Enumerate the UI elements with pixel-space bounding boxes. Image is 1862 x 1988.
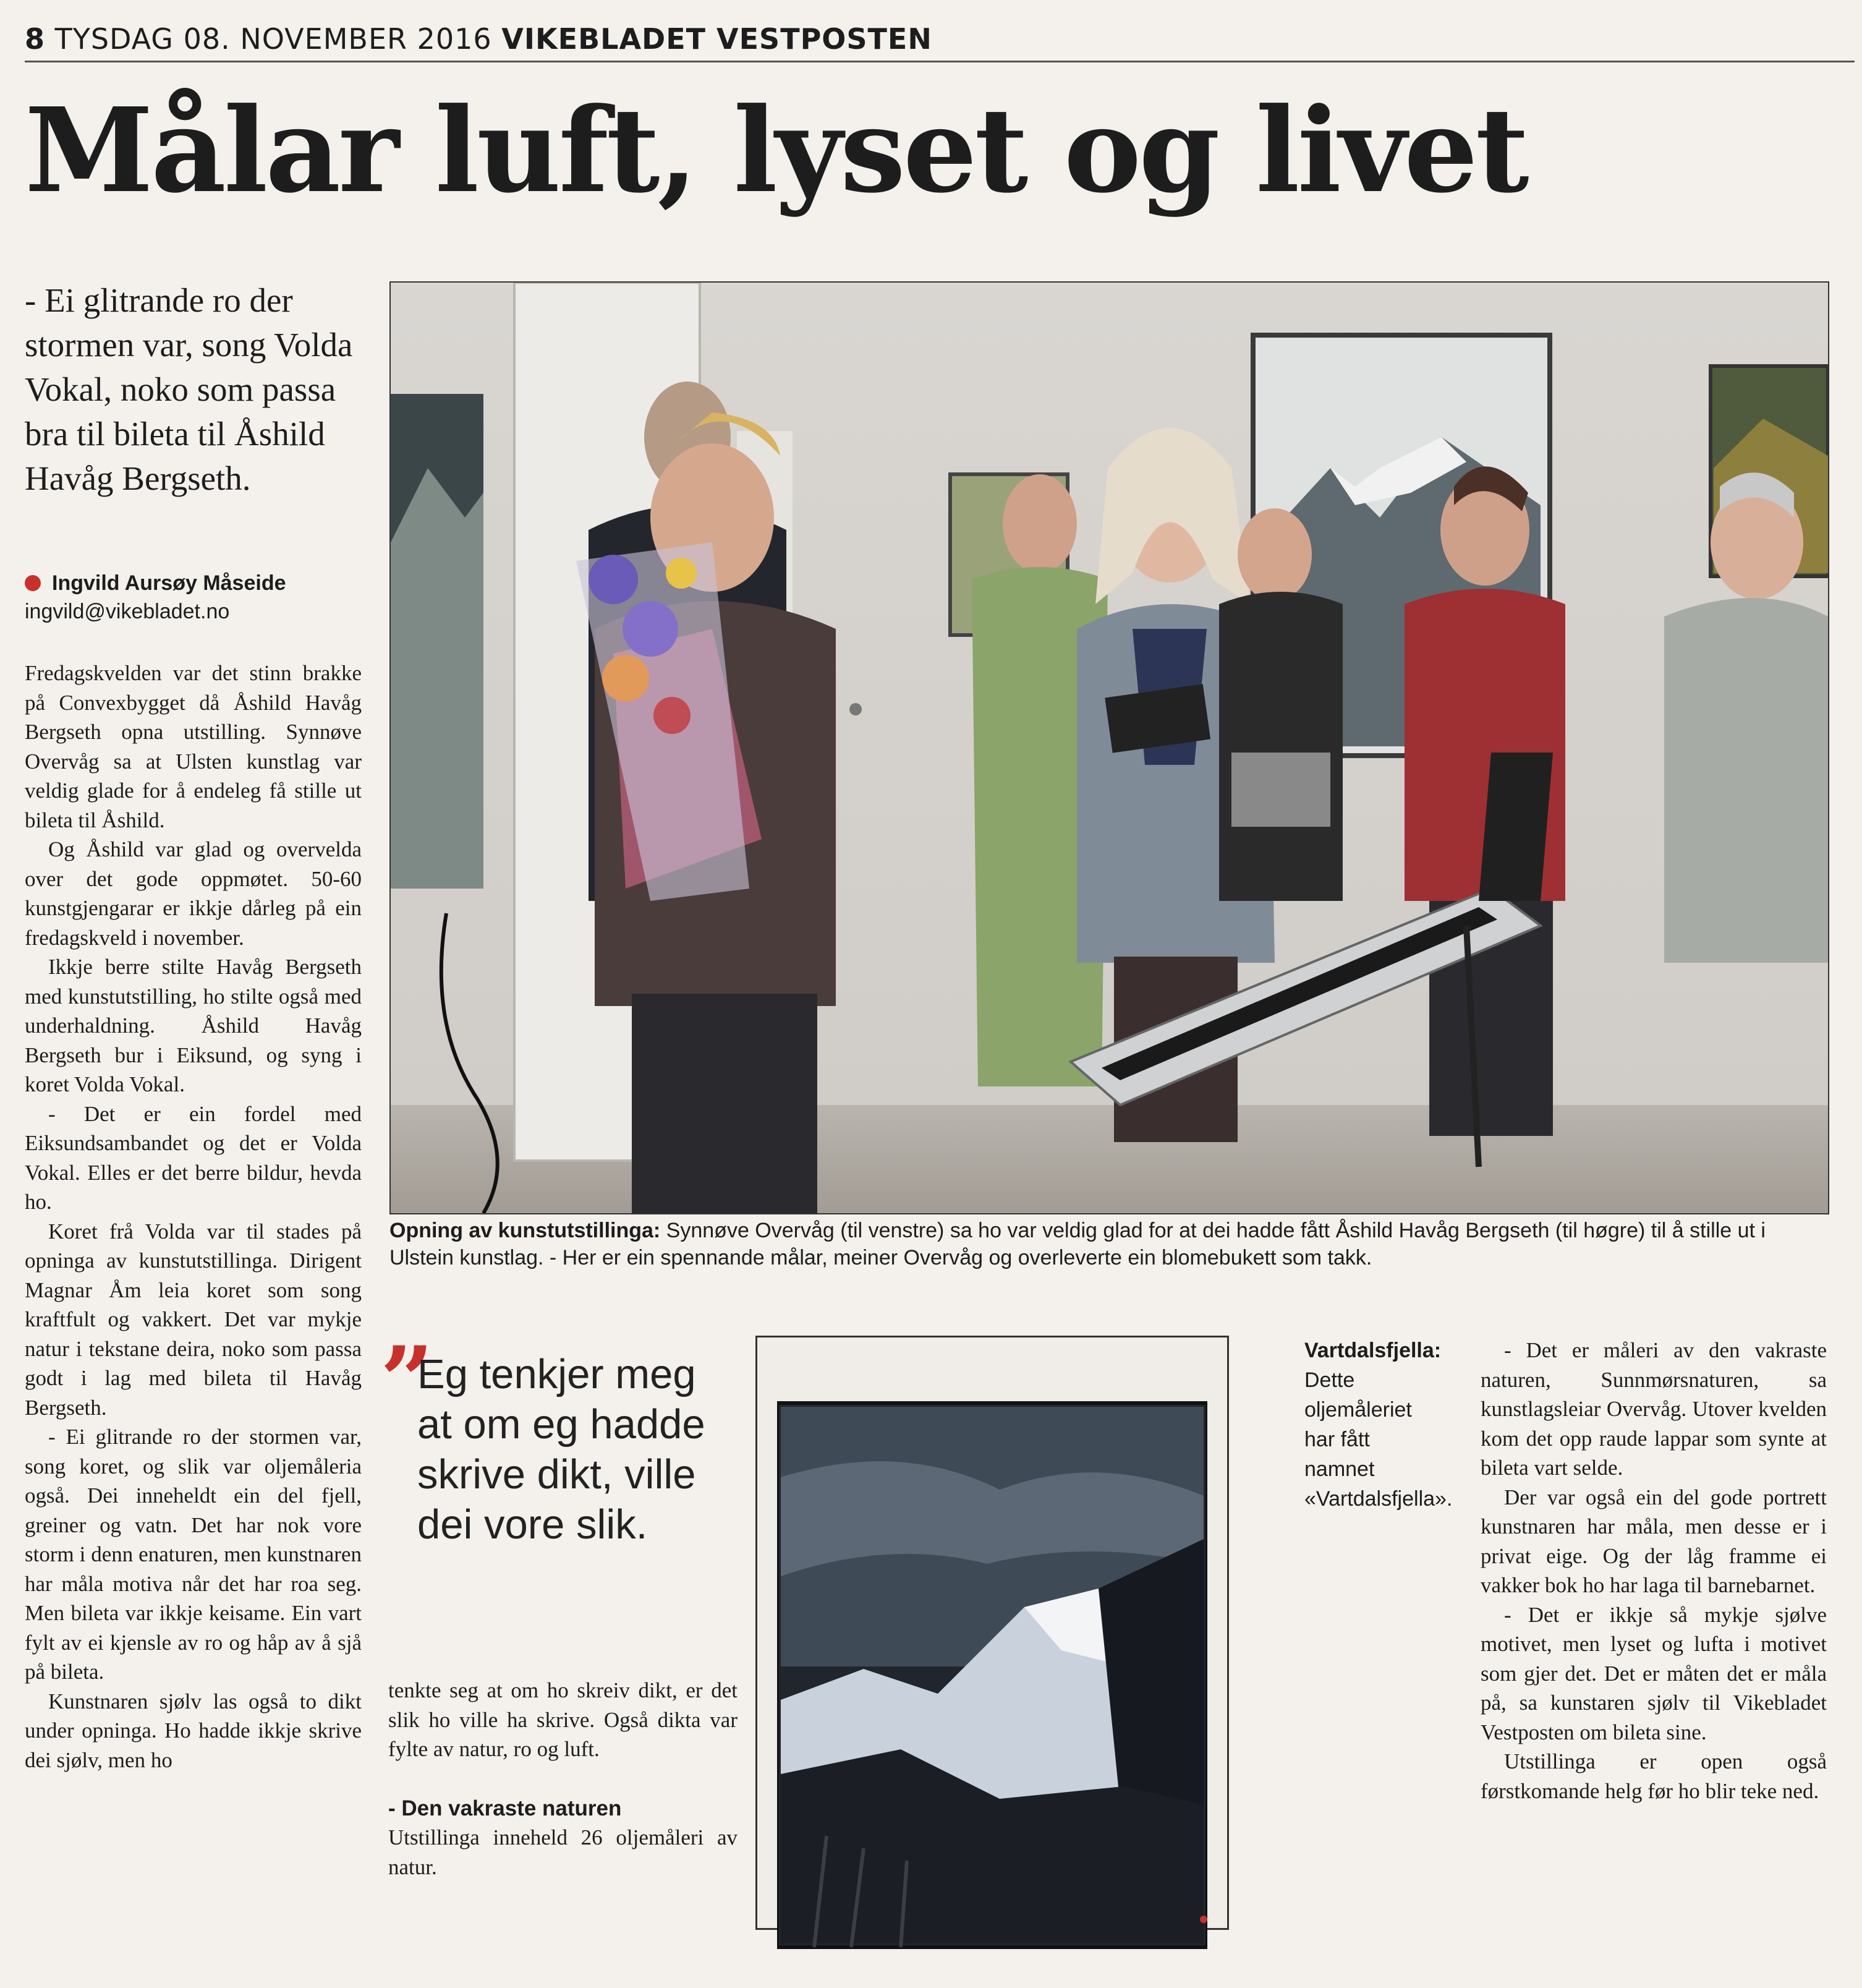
paragraph: Utstillinga er open også førstkomande helg før ho blir teke ned.	[1481, 1749, 1827, 1803]
mountain-painting	[777, 1362, 1207, 1988]
paragraph: - Det er ein fordel med Eiksundsambandet og det er Volda Vokal. Elles er det berre bildur, hevda ho.	[25, 1101, 362, 1214]
photo-caption-text: Synnøve Overvåg (til venstre) sa ho var veldig glad for at dei hadde fått Åshild Havåg Bergseth (til høgre) til å stille ut i Ulstein kunstlag. - Her er ein spennande målar, meiner Overvåg og overleverte ein blomebukett som takk.	[389, 1219, 1766, 1269]
page-number: 8	[25, 22, 46, 56]
headline: Målar luft, lyset og livet	[25, 82, 1527, 219]
paragraph: Der var også ein del gode portrett kunstnaren har måla, men desse er i privat eige. Og der låg framme ei vakker bok ho har laga til barnebarnet.	[1481, 1485, 1827, 1597]
exhibition-photo-illustration	[391, 283, 1828, 1213]
lede: - Ei glitrande ro der stormen var, song Volda Vokal, noko som passa bra til bileta til Åshild Havåg Bergseth.	[25, 281, 353, 497]
article-column-1	[25, 659, 362, 1775]
paragraph: Ikkje berre stilte Havåg Bergseth med kunstutstilling, ho stilte også med underhaldning. Åshild Havåg Bergseth bur i Eiksund, og syng i koret Volda Vokal.	[25, 955, 362, 1096]
photo-caption-label: Opning av kunstutstillinga:	[389, 1219, 661, 1242]
painting-caption-label: Vartdalsfjella:	[1304, 1339, 1442, 1362]
paragraph: - Det er måleri av den vakraste naturen, Sunnmørsnaturen, sa kunstlagsleiar Overvåg. Utover kvelden kom det opp raude lappar som synte at bileta vart selde.	[1481, 1338, 1827, 1480]
byline	[25, 569, 371, 626]
subhead: - Den vakraste naturen	[388, 1796, 622, 1820]
paragraph: - Ei glitrande ro der stormen var, song koret, og slik var oljemåleria også. Dei inneheldt ein del fjell, greiner og vatn. Det har nok vore storm i denn enaturen, men kunstnaren har måla motiva når det har roa seg. Men bileta var ikkje keisame. Ein vart fylt av ei kjensle av ro og håp av å sjå på bileta.	[25, 1425, 362, 1684]
byline-email: ingvild@vikebladet.no	[25, 600, 230, 623]
folio	[25, 22, 932, 56]
newspaper-name: VIKEBLADET VESTPOSTEN	[501, 22, 932, 56]
pull-quote: Eg tenkjer meg at om eg hadde skrive dikt, ville dei vore slik.	[417, 1351, 705, 1548]
paragraph: Og Åshild var glad og overvelda over det gode oppmøtet. 50-60 kunstgjengarar er ikkje dårleg på ein fredagskveld i november.	[25, 837, 362, 950]
article-column-2	[388, 1676, 738, 1882]
paragraph: - Det er ikkje så mykje sjølve motivet, men lyset og lufta i motivet som gjer det. Det er måten det er måla på, sa kunstaren sjølv til Vikebladet Vestposten om bileta sine.	[1481, 1602, 1827, 1744]
painting-caption-text: Dette oljemåleriet har fått namnet «Vartdalsfjella».	[1304, 1368, 1453, 1511]
article-column-3	[1481, 1336, 1827, 1806]
paragraph: Utstillinga inneheld 26 oljemåleri av natur.	[388, 1825, 738, 1879]
paragraph: Koret frå Volda var til stades på opninga av kunstutstillinga. Dirigent Magnar Åm leia koret som song kraftfult og vakkert. Det var mykje natur i tekstane deira, noko som passa godt i lag med bileta til Havåg Bergseth.	[25, 1219, 362, 1420]
paragraph: Kunstnaren sjølv las også to dikt under opninga. Ho hadde ikkje skrive dei sjølv, men ho	[25, 1689, 362, 1772]
issue-date: TYSDAG 08. NOVEMBER 2016	[54, 22, 492, 56]
quote-mark-icon: ”	[380, 1326, 434, 1435]
paragraph: Fredagskvelden var det stinn brakke på Convexbygget då Åshild Havåg Bergseth opna utstilling. Synnøve Overvåg sa at Ulsten kunstlag var veldig glade for å endeleg få stille ut bileta til Åshild.	[25, 661, 362, 832]
byline-name: Ingvild Aursøy Måseide	[52, 571, 286, 595]
painting-caption	[1304, 1336, 1453, 1514]
byline-dot-icon	[25, 575, 41, 591]
paragraph: tenkte seg at om ho skreiv dikt, er det slik ho ville ha skrive. Også dikta var fylte av natur, ro og luft.	[388, 1678, 738, 1761]
painting-photo	[755, 1336, 1229, 1930]
exhibition-opening-photo	[389, 281, 1829, 1214]
photo-caption	[389, 1217, 1830, 1271]
folio-rule	[25, 61, 1855, 62]
